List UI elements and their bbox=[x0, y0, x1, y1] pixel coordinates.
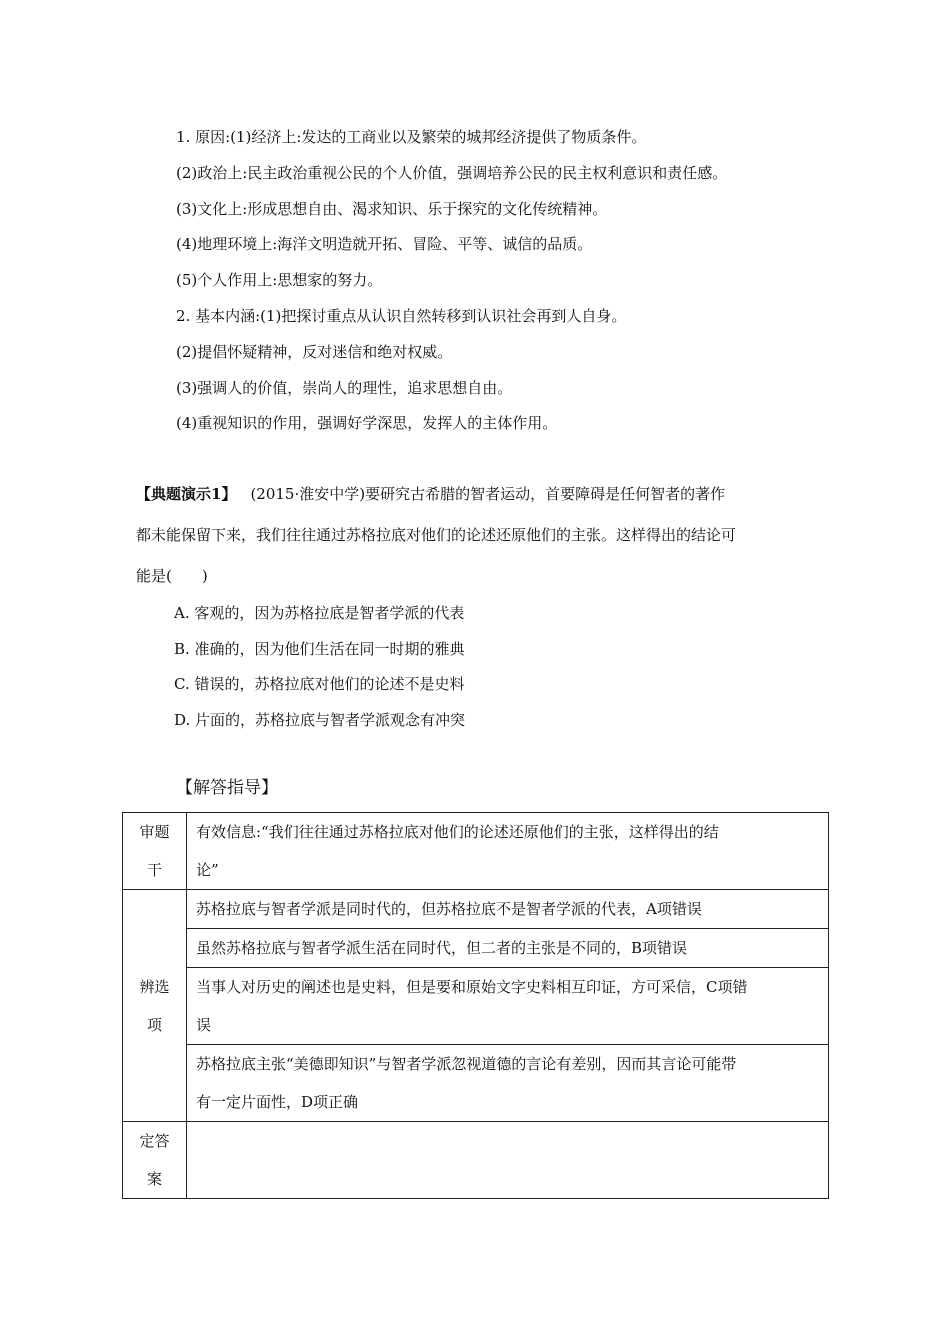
analysis-a-line-1: 苏格拉底与智者学派是同时代的，但苏格拉底不是智者学派的代表，A项错误 bbox=[196, 900, 702, 918]
option-a: A. 客观的，因为苏格拉底是智者学派的代表 bbox=[174, 604, 465, 622]
point-2: (2)政治上:民主政治重视公民的个人价值，强调培养公民的民主权利意识和责任感。 bbox=[176, 164, 728, 182]
point-5: (5)个人作用上:思想家的努力。 bbox=[176, 271, 383, 289]
example-question-line-3: 能是( ) bbox=[136, 567, 208, 585]
analysis-item-c bbox=[187, 968, 828, 1045]
analysis-item-b bbox=[187, 929, 828, 968]
analysis-item-d bbox=[187, 1045, 828, 1121]
analysis-b-line-1: 虽然苏格拉底与智者学派生活在同时代，但二者的主张是不同的，B项错误 bbox=[196, 939, 688, 957]
stem-line-1: 有效信息:“我们往往通过苏格拉底对他们的论述还原他们的主张，这样得出的结 bbox=[196, 823, 719, 841]
table-row bbox=[123, 890, 829, 1122]
analysis-d-line-1: 苏格拉底主张“美德即知识”与智者学派忽视道德的言论有差别，因而其言论可能带 bbox=[196, 1055, 737, 1073]
table-row bbox=[123, 1122, 829, 1199]
point-6: 2. 基本内涵:(1)把探讨重点从认识自然转移到认识社会再到人自身。 bbox=[176, 307, 627, 325]
example-question-line-1 bbox=[136, 484, 725, 504]
point-8: (3)强调人的价值，崇尚人的理性，追求思想自由。 bbox=[176, 379, 513, 397]
point-3: (3)文化上:形成思想自由、渴求知识、乐于探究的文化传统精神。 bbox=[176, 200, 608, 218]
guide-title: 【解答指导】 bbox=[176, 778, 278, 798]
analysis-c-line-2: 误 bbox=[196, 1016, 212, 1034]
analysis-c-line-1: 当事人对历史的阐述也是史料，但是要和原始文字史料相互印证，方可采信，C项错 bbox=[196, 978, 748, 996]
option-c: C. 错误的，苏格拉底对他们的论述不是史料 bbox=[174, 675, 465, 693]
stem-label-cell bbox=[123, 813, 187, 890]
options-label-line-2: 项 bbox=[146, 1015, 162, 1034]
stem-label-line-1: 审题 bbox=[139, 823, 170, 841]
answer-label-cell bbox=[123, 1122, 187, 1199]
analysis-item-a bbox=[187, 890, 828, 929]
stem-line-2: 论” bbox=[196, 861, 219, 879]
options-label-cell bbox=[123, 890, 187, 1122]
answer-label-line-2: 案 bbox=[146, 1170, 162, 1188]
point-7: (2)提倡怀疑精神，反对迷信和绝对权威。 bbox=[176, 343, 453, 361]
stem-label-line-2: 干 bbox=[146, 861, 162, 879]
options-analysis-cell bbox=[187, 890, 829, 1122]
table-row bbox=[123, 813, 829, 890]
stem-content-cell bbox=[187, 813, 829, 890]
example-question-line-2: 都未能保留下来，我们往往通过苏格拉底对他们的论述还原他们的主张。这样得出的结论可 bbox=[136, 526, 737, 544]
example-label: 【典题演示1】 bbox=[136, 485, 237, 503]
analysis-d-line-2: 有一定片面性，D项正确 bbox=[196, 1093, 359, 1111]
point-4: (4)地理环境上:海洋文明造就开拓、冒险、平等、诚信的品质。 bbox=[176, 235, 593, 253]
answer-guide-table bbox=[122, 812, 829, 1199]
options-label-line-1: 辨选 bbox=[139, 977, 170, 996]
point-1: 1. 原因:(1)经济上:发达的工商业以及繁荣的城邦经济提供了物质条件。 bbox=[176, 128, 647, 146]
point-9: (4)重视知识的作用，强调好学深思，发挥人的主体作用。 bbox=[176, 414, 558, 432]
option-b: B. 准确的，因为他们生活在同一时期的雅典 bbox=[174, 640, 465, 658]
answer-label-line-1: 定答 bbox=[139, 1132, 170, 1150]
option-d: D. 片面的，苏格拉底与智者学派观念有冲突 bbox=[174, 711, 466, 729]
example-question-text: (2015·淮安中学)要研究古希腊的智者运动，首要障碍是任何智者的著作 bbox=[250, 485, 726, 503]
answer-content-cell bbox=[187, 1122, 829, 1199]
